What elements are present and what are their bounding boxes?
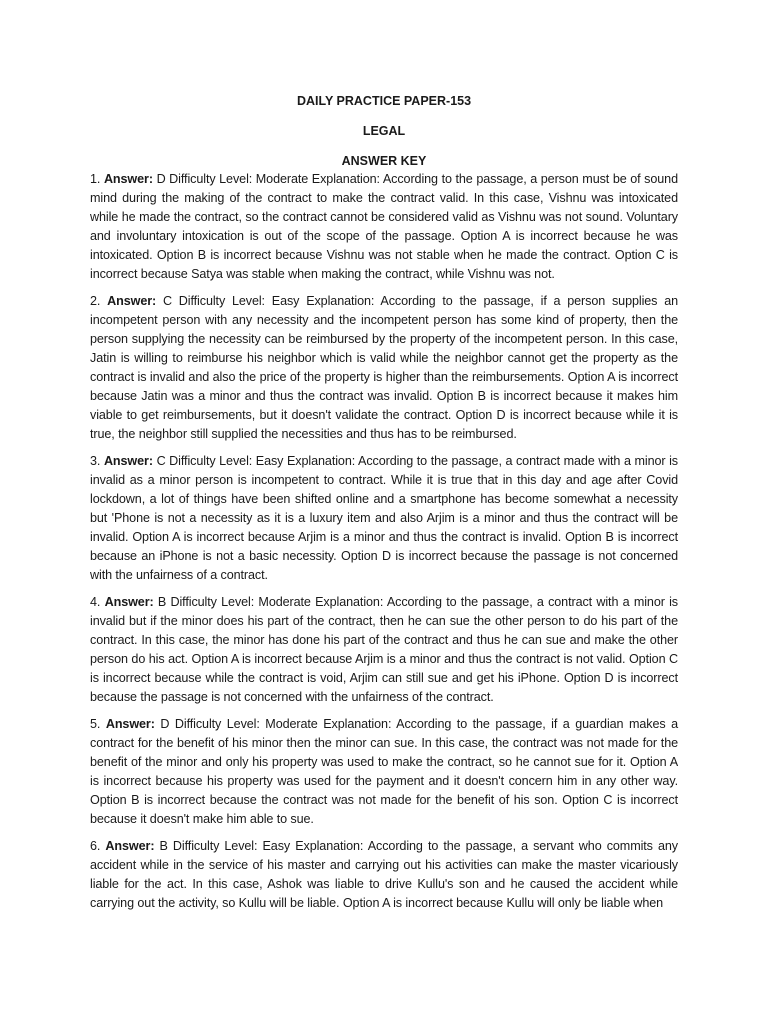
answer-number: 3. xyxy=(90,454,101,468)
answer-number: 6. xyxy=(90,839,101,853)
document-title: DAILY PRACTICE PAPER-153 xyxy=(296,94,472,108)
answer-text: D Difficulty Level: Moderate Explanation: According to the passage, if a guardian makes a contract for the benefit of his minor then the minor can sue. In this case, the contract was not made for the benefit of the minor and only his property was used to make the contract, so he cannot sue for it. Option A is incorrect because his property was used for the payment and it doesn't concern him in any other way. Option B is incorrect because the contract was not made for the benefit of his son. Option C is incorrect because it doesn't make him able to sue. xyxy=(90,717,678,826)
answer-item xyxy=(90,170,678,284)
answer-number: 5. xyxy=(90,717,101,731)
document-subject: LEGAL xyxy=(362,124,406,138)
document-page xyxy=(90,92,678,921)
answer-item xyxy=(90,292,678,444)
answer-text: B Difficulty Level: Easy Explanation: According to the passage, a servant who commits any accident while in the service of his master and carrying out his activities can make the master vicariously liable for the act. In this case, Ashok was liable to drive Kullu's son and he caused the accident while carrying out the activity, so Kullu will be liable. Option A is incorrect because Kullu will only be liable when xyxy=(90,839,678,910)
answer-label: Answer: xyxy=(105,839,155,853)
answer-number: 4. xyxy=(90,595,101,609)
answer-list xyxy=(90,170,678,913)
answer-number: 2. xyxy=(90,294,101,308)
answer-label: Answer: xyxy=(103,172,153,186)
answer-number: 1. xyxy=(90,172,101,186)
answer-label: Answer: xyxy=(103,454,153,468)
answer-item xyxy=(90,452,678,585)
answer-label: Answer: xyxy=(107,294,157,308)
answer-item xyxy=(90,715,678,829)
answer-label: Answer: xyxy=(104,595,154,609)
answer-text: D Difficulty Level: Moderate Explanation: According to the passage, a person must be of sound mind during the making of the contract to make the contract valid. In this case, Vishnu was intoxicated while he made the contract, so the contract cannot be considered valid as Vishnu was not sound. Voluntary and involuntary intoxication is out of the scope of the passage. Option A is incorrect because he was intoxicated. Option B is incorrect because Vishnu was not stable when he made the contract. Option C is incorrect because Satya was stable when making the contract, while Vishnu was not. xyxy=(90,172,678,281)
answer-item xyxy=(90,837,678,913)
section-heading: ANSWER KEY xyxy=(341,154,427,168)
answer-item xyxy=(90,593,678,707)
answer-text: B Difficulty Level: Moderate Explanation: According to the passage, a contract with a minor is invalid but if the minor does his part of the contract, then he can sue the other person to do his part of the contract. In this case, the minor has done his part of the contract and thus he can sue and make the other person do his act. Option A is incorrect because Arjim is a minor and thus the contract is not valid. Option C is incorrect because while the contract is void, Arjim can still sue and get his iPhone. Option D is incorrect because the passage is not concerned with the unfairness of the contract. xyxy=(90,595,679,704)
answer-text: C Difficulty Level: Easy Explanation: According to the passage, if a person supplies an incompetent person with any necessity and the incompetent person has some kind of property, then the person supplying the necessity can be reimbursed by the property of the incompetent person. In this case, Jatin is willing to reimburse his neighbor which is valid while the neighbor cannot get the property as the contract is invalid and also the price of the property is higher than the reimbursements. Option A is incorrect because Jatin was a minor and thus the contract was invalid. Option B is incorrect because it makes him viable to get reimbursements, but it doesn't validate the contract. Option D is incorrect because while it is true, the neighbor still supplied the necessities and thus has to be reimbursed. xyxy=(90,294,679,441)
answer-label: Answer: xyxy=(105,717,155,731)
answer-text: C Difficulty Level: Easy Explanation: According to the passage, a contract made with a minor is invalid as a minor person is incompetent to contract. While it is true that in this day and age after Covid lockdown, a lot of things have been shifted online and a smartphone has become somewhat a necessity but 'Phone is not a necessity as it is a luxury item and also Arjim is a minor and thus the contract will be invalid. Option A is incorrect because Arjim is a minor and thus the contract is invalid. Option B is incorrect because an iPhone is not a basic necessity. Option D is incorrect because the passage is not concerned with the unfairness of a contract. xyxy=(90,454,678,582)
